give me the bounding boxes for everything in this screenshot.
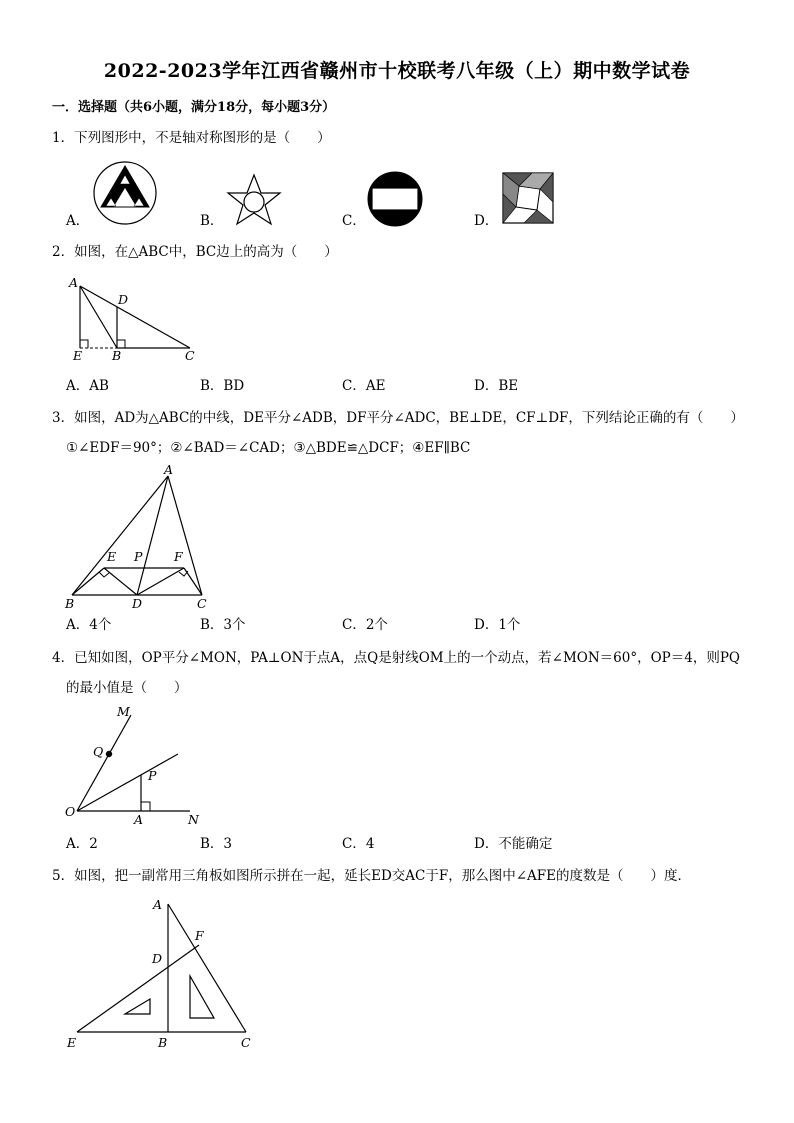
q1-option-d: D． bbox=[474, 213, 499, 229]
q2-label-e: E bbox=[73, 348, 83, 363]
q5-label-b: B bbox=[158, 1035, 168, 1050]
q1-figure-a-circle-triangles bbox=[92, 160, 158, 226]
q3-stem: 3．如图，AD为△ABC的中线，DE平分∠ADB，DF平分∠ADC，BE⊥DE，CF⊥DF，下列结论正确的有（ ） bbox=[52, 410, 744, 426]
q4-option-b: B．3 bbox=[200, 836, 233, 852]
q2-option-a: A．AB bbox=[66, 378, 109, 394]
q3-option-a: A．4个 bbox=[66, 617, 112, 633]
q3-label-e: E bbox=[107, 549, 117, 564]
q5-set-squares-figure bbox=[60, 894, 270, 1054]
q4-label-p: P bbox=[148, 768, 157, 783]
q4-option-c: C．4 bbox=[342, 836, 375, 852]
q5-label-d: D bbox=[152, 951, 163, 966]
q3-triangle-figure bbox=[60, 462, 218, 612]
q1-option-c: C． bbox=[342, 213, 366, 229]
q1-figure-d-square-pinwheel bbox=[502, 172, 554, 224]
section-heading: 一．选择题（共6小题，满分18分，每小题3分） bbox=[52, 100, 336, 115]
q2-label-d: D bbox=[118, 292, 129, 307]
q2-label-a: A bbox=[69, 275, 79, 290]
q2-label-b: B bbox=[112, 348, 122, 363]
q3-option-b: B．3个 bbox=[200, 617, 246, 633]
q4-label-a: A bbox=[134, 812, 144, 827]
q2-label-c: C bbox=[185, 348, 195, 363]
exam-title: 2022-2023学年江西省赣州市十校联考八年级（上）期中数学试卷 bbox=[103, 60, 691, 82]
q4-option-d: D．不能确定 bbox=[474, 836, 553, 852]
q1-stem: 1．下列图形中，不是轴对称图形的是（ ） bbox=[52, 130, 331, 146]
q4-stem-line2: 的最小值是（ ） bbox=[66, 680, 188, 696]
q3-label-d: D bbox=[132, 596, 143, 611]
q1-figure-c-circle-rect bbox=[366, 170, 424, 228]
q5-label-f: F bbox=[195, 928, 204, 943]
q3-label-p: P bbox=[134, 549, 143, 564]
q2-option-d: D．BE bbox=[474, 378, 519, 394]
q1-figure-b-star-circle bbox=[224, 172, 284, 228]
q3-label-b: B bbox=[65, 596, 75, 611]
q4-option-a: A．2 bbox=[66, 836, 98, 852]
q5-label-e: E bbox=[67, 1035, 77, 1050]
q3-option-d: D．1个 bbox=[474, 617, 521, 633]
q2-stem: 2．如图，在△ABC中，BC边上的高为（ ） bbox=[52, 244, 338, 260]
q1-option-a: A． bbox=[66, 213, 90, 229]
q2-option-c: C．AE bbox=[342, 378, 386, 394]
q4-label-m: M bbox=[117, 704, 130, 719]
q3-label-f: F bbox=[174, 549, 183, 564]
q4-stem-line1: 4．已知如图，OP平分∠MON，PA⊥ON于点A，点Q是射线OM上的一个动点，若∠MON＝60°，OP＝4，则PQ bbox=[52, 650, 740, 666]
q5-label-c: C bbox=[241, 1035, 251, 1050]
q1-option-b: B． bbox=[200, 213, 224, 229]
q4-angle-figure bbox=[60, 704, 210, 828]
q4-label-q: Q bbox=[93, 744, 104, 759]
q3-option-c: C．2个 bbox=[342, 617, 388, 633]
q5-stem: 5．如图，把一副常用三角板如图所示拼在一起，延长ED交AC于F，那么图中∠AFE的度数是（ ）度． bbox=[52, 868, 691, 884]
q5-label-a: A bbox=[153, 897, 163, 912]
q4-label-o: O bbox=[65, 804, 76, 819]
q2-option-b: B．BD bbox=[200, 378, 245, 394]
q3-conclusions: ①∠EDF＝90°；②∠BAD＝∠CAD；③△BDE≌△DCF；④EF∥BC bbox=[66, 440, 471, 456]
q3-label-c: C bbox=[197, 596, 207, 611]
q3-label-a: A bbox=[164, 462, 174, 477]
q4-label-n: N bbox=[188, 812, 199, 827]
q2-triangle-figure bbox=[60, 274, 210, 366]
